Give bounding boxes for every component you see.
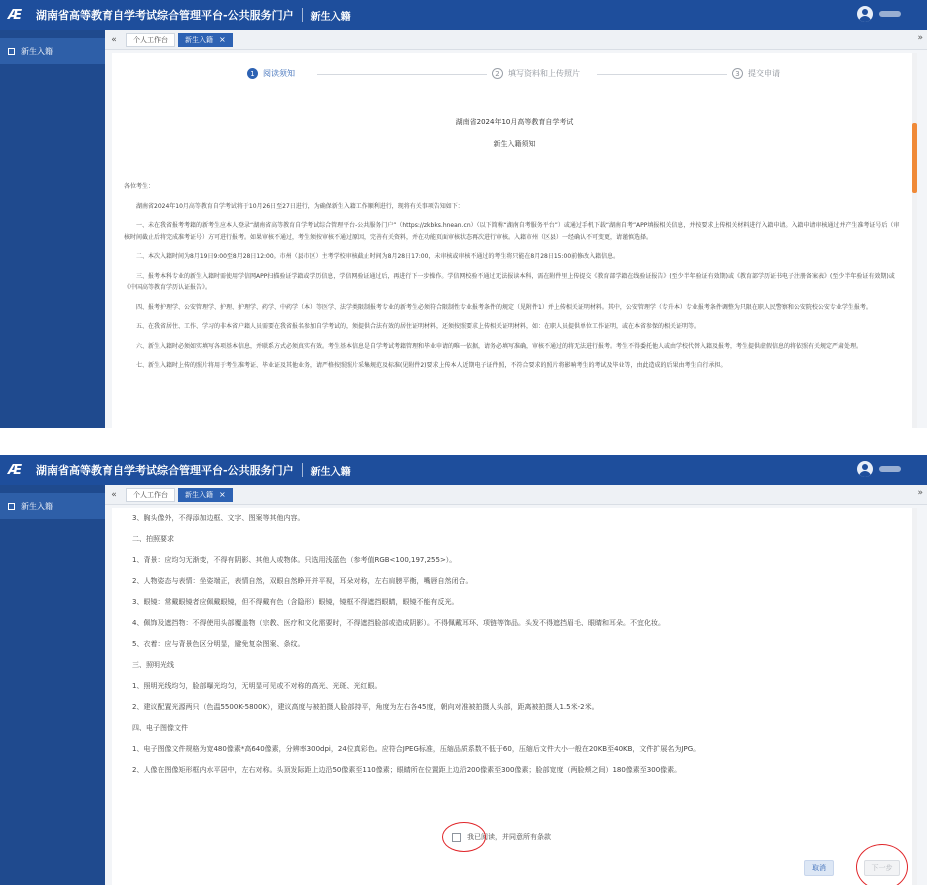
cancel-button[interactable]: 取消 [804, 860, 834, 876]
logo-icon: Æ [8, 7, 23, 23]
notice-panel [112, 508, 917, 885]
step-label: 阅读须知 [263, 69, 295, 78]
sidebar-item-label: 新生入籍 [21, 501, 53, 511]
title-divider [302, 8, 303, 22]
sidebar-item-label: 新生入籍 [21, 46, 53, 56]
scrollbar-thumb[interactable] [912, 123, 917, 193]
sidebar-item-enrollment[interactable] [0, 493, 105, 519]
highlight-circle-checkbox [442, 822, 486, 852]
step-2 [492, 68, 580, 79]
top-header [0, 0, 927, 30]
notice-title: 湖南省2024年10月高等教育自学考试 [455, 118, 574, 126]
tab-bar [105, 30, 927, 50]
requirement-item: 3、眼镜：常戴眼镜者应佩戴眼镜，但不得戴有色（含隐形）眼镜，镜框不得遮挡眼睛，眼镜不能有反光。 [132, 598, 459, 606]
screenshot-bottom [0, 455, 927, 885]
highlight-circle-next [856, 844, 908, 885]
scrollbar[interactable] [912, 53, 917, 428]
notice-paragraph: 四、报考护理学、公安管理学、护理、护理学、药学、中药学（本）等医学、法学类限制报考专业的新考生必须符合限制性专业报考条件的规定（见附件1）并上传相关证明材料。其中，公安管理学（专升本）专业报考条件调整为只限在职人民警察和公安院校公安专业学生报考。 [136, 303, 872, 311]
notice-paragraph: 一、未在我省报考考籍的新考生应本人登录“湖南省高等教育自学考试综合管理平台-公共服务门户”（https://zkbks.hnean.cn）（以下简称“湖南自考服务平台”）或通过手机下载“湖南自考”APP填报相关信息，并按要求上传相关材料进行入籍申请。入籍申请审核通过并产生准考证号后（审核时间截止后将完成准考证号）方可进行报考。如果审核不通过，考生须按审核不通过原因，完善有关资料，并在功能页面审核状态再次进行审核。入籍市州（区县）一经确认不可变更，请谨慎选择。 [124, 222, 900, 241]
notice-paragraph: 三、报考本科专业的新生入籍时需使用学信网APP扫描验证学籍或学历信息，学信网验证通过后，再进行下一步操作。学信网校验不通过无法报读本科，需在附件里上传提交《教育部学籍在线验证报告》(至少半年验证有效期)或《教育部学历证书电子注册备案表》(至少半年验证有效期)或《中国高等教育学历认证报告》。 [124, 272, 895, 291]
photo-requirements [132, 512, 897, 785]
tab-scroll-left-icon[interactable]: « [111, 34, 117, 45]
tab-scroll-right-icon[interactable]: » [917, 488, 923, 498]
requirement-heading: 三、照明光线 [132, 661, 174, 669]
close-icon[interactable]: × [219, 35, 226, 44]
sidebar [0, 30, 105, 428]
avatar-icon[interactable] [857, 461, 873, 477]
tab-enrollment[interactable] [178, 488, 233, 502]
close-icon[interactable]: × [219, 490, 226, 499]
title-divider [302, 463, 303, 477]
logo-icon: Æ [8, 462, 23, 478]
step-label: 填写资料和上传照片 [508, 69, 580, 78]
screenshot-top [0, 0, 927, 428]
requirement-item: 1、照明光线均匀，脸部曝光均匀，无明显可见或不对称的高光、光斑、光红眼。 [132, 682, 382, 690]
stepper [247, 68, 807, 84]
requirement-item: 5、衣着：应与背景色区分明显，避免复杂图案、条纹。 [132, 640, 305, 648]
requirement-item: 4、佩饰及遮挡物：不得使用头部覆盖物（宗教、医疗和文化需要时，不得遮挡脸部或造成阴影）。不得佩戴耳环、项链等饰品。头发不得遮挡眉毛、眼睛和耳朵。不宜化妆。 [132, 619, 665, 627]
requirement-item: 2、建议配置光源两只（色温5500K-5800K），建议高度与被拍摄人脸部持平，角度为左右各45度，朝向对准被拍摄人头部，距离被拍摄人1.5米-2米。 [132, 703, 599, 711]
next-button[interactable]: 下一步 [864, 860, 900, 876]
top-header [0, 455, 927, 485]
app-title: 湖南省高等教育自学考试综合管理平台-公共服务门户 [36, 9, 294, 22]
avatar-icon[interactable] [857, 6, 873, 22]
user-menu[interactable] [857, 6, 901, 22]
requirement-item: 1、电子图像文件规格为宽480像素*高640像素，分辨率300dpi，24位真彩色。应符合JPEG标准，压缩品质系数不低于60，压缩后文件大小一般在20KB至40KB，文件扩展名为JPG。 [132, 745, 701, 753]
notice-panel [112, 53, 917, 428]
requirement-heading: 二、拍照要求 [132, 535, 174, 543]
notice-paragraph: 湖南省2024年10月高等教育自学考试将于10月26日至27日进行，为确保新生入籍工作顺利进行，现将有关事项告知如下： [136, 202, 464, 210]
notice-paragraph: 七、新生入籍时上传的照片将用于考生准考证、毕业证及其他业务，请严格按照照片采集规范及标准(见附件2)要求上传本人近期电子证件照，不符合要求的照片将影响考生的考试及毕业等，由此造成的后果由考生自行承担。 [136, 362, 727, 369]
step-connector [597, 74, 727, 75]
notice-paragraph: 五、在我省居住、工作、学习的非本省户籍人员需要在我省报名参加自学考试的，须提供合法有效的居住证明材料，还须按照要求上传相关证明材料，如：在职人员提供单位工作证明，或在本省参保的相关证明等。 [136, 323, 701, 330]
tab-workbench[interactable]: 个人工作台 [126, 488, 175, 502]
menu-square-icon [8, 48, 15, 55]
tab-scroll-right-icon[interactable]: » [917, 33, 923, 43]
user-menu[interactable] [857, 461, 901, 477]
requirement-heading: 四、电子图像文件 [132, 724, 188, 732]
module-title: 新生入籍 [310, 11, 351, 23]
step-1 [247, 68, 295, 79]
step-number: 1 [247, 68, 258, 79]
requirement-item: 2、人像在图像矩形框内水平居中，左右对称。头顶发际距上边沿50像素至110像素；眼睛所在位置距上边沿200像素至300像素；脸部宽度（两脸颊之间）180像素至300像素。 [132, 766, 682, 774]
notice-paragraph: 六、新生入籍时必须如实填写各项基本信息，并联系方式必须真实有效。考生基本信息是自学考试考籍管理和毕业申请的唯一依据，请务必填写准确，审核不通过的将无法进行报考。考生不得委托他人或由学校代替入籍及报考，考生提供虚假信息的将依照有关规定严肃处理。 [136, 342, 863, 350]
module-title: 新生入籍 [310, 466, 351, 478]
tab-bar [105, 485, 927, 505]
user-name-redacted[interactable] [879, 466, 901, 472]
step-3 [732, 68, 780, 79]
notice-greeting: 各位考生： [124, 183, 155, 190]
menu-square-icon [8, 503, 15, 510]
step-label: 提交申请 [748, 69, 780, 78]
requirement-item: 2、人物姿态与表情：坐姿端正，表情自然，双眼自然睁开并平视，耳朵对称，左右肩膀平衡，嘴唇自然闭合。 [132, 577, 473, 585]
user-name-redacted[interactable] [879, 11, 901, 17]
requirement-item: 1、背景：应均匀无渐变，不得有阴影、其他人或物体。只选用浅蓝色（参考值RGB<100,197,255>）。 [132, 556, 457, 564]
step-connector [317, 74, 487, 75]
step-number: 3 [732, 68, 743, 79]
requirement-item: 3、胸头像外，不得添加边框、文字、图案等其他内容。 [132, 514, 305, 522]
step-number: 2 [492, 68, 503, 79]
tab-label: 新生入籍 [185, 35, 213, 44]
tab-scroll-left-icon[interactable]: « [111, 489, 117, 500]
agreement-label[interactable]: 我已阅读，并同意所有条款 [467, 833, 551, 841]
notice-body [124, 181, 901, 380]
sidebar-item-enrollment[interactable] [0, 38, 105, 64]
app-title: 湖南省高等教育自学考试综合管理平台-公共服务门户 [36, 464, 294, 477]
notice-subtitle: 新生入籍须知 [493, 140, 536, 148]
notice-paragraph: 二、本次入籍时间为8月19日9:00至8月28日12:00。市州（县市区）主考学校审核截止时间为8月28日17:00，未审核或审核不通过的考生将只能在8月28日15:00前修改入籍信息。 [136, 253, 620, 260]
tab-enrollment[interactable] [178, 33, 233, 47]
tab-label: 新生入籍 [185, 490, 213, 499]
scrollbar[interactable] [912, 508, 917, 885]
sidebar [0, 485, 105, 885]
tab-workbench[interactable]: 个人工作台 [126, 33, 175, 47]
